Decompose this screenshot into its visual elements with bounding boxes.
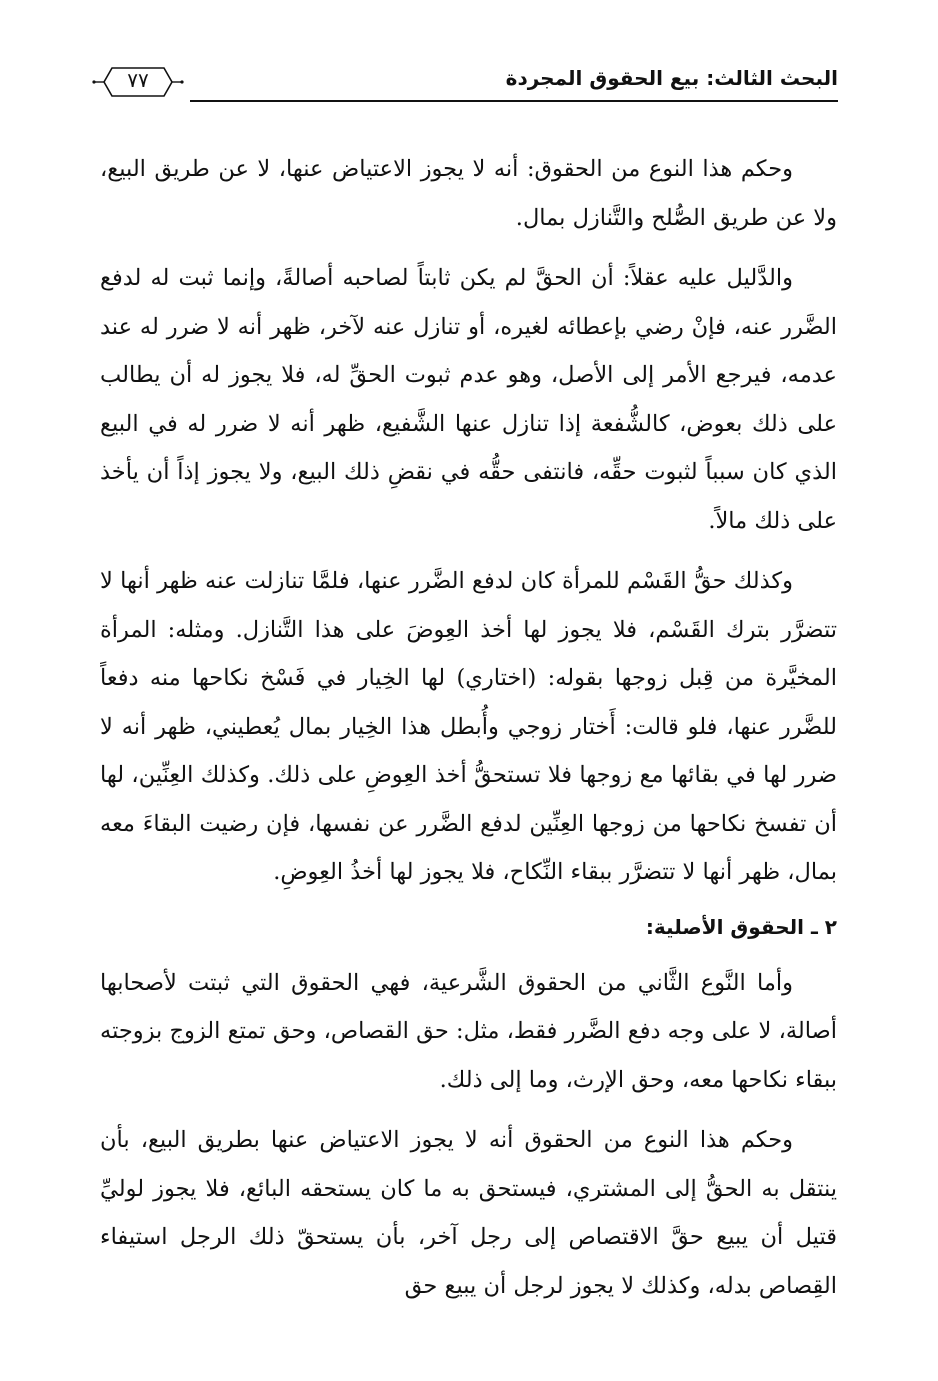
paragraph: وحكم هذا النوع من الحقوق: أنه لا يجوز الاعتياض عنها، لا عن طريق البيع، ولا عن طريق الصُّلح والتَّنازل بمال.	[100, 156, 837, 231]
running-title: البحث الثالث: بيع الحقوق المجردة	[505, 66, 838, 90]
paragraph: وحكم هذا النوع من الحقوق أنه لا يجوز الاعتياض عنها بطريق البيع، بأن ينتقل به الحقُّ إلى المشتري، فيستحق به ما كان يستحقه البائع، فلا يجوز لوليِّ قتيل أن يبيع حقَّ الاقتصاص إلى رجل آخر، بأن يستحقّ ذلك الرجل استيفاء القِصاص بدله، وكذلك لا يجوز لرجل أن يبيع حق	[100, 1127, 837, 1299]
page-number: ٧٧	[127, 68, 149, 92]
paragraph: وكذلك حقُّ القَسْم للمرأة كان لدفع الضَّرر عنها، فلمَّا تنازلت عنه ظهر أنها لا تتضرَّر بترك القَسْم، فلا يجوز لها أخذ العِوضَ على هذا التَّنازل. ومثله: المرأة المخيَّرة من قِبل زوجها بقوله: (اختاري) لها الخِيار في فَسْخ نكاحها منه دفعاً للضَّرر عنها، فلو قالت: أَختار زوجي وأُبطل هذا الخِيار بمال يُعطيني، ظهر أنه لا ضرر لها في بقائها مع زوجها فلا تستحقُّ أخذ العِوضِ على ذلك. وكذلك العِنِّين، لها أن تفسخ نكاحها من زوجها العِنِّين لدفع الضَّرر عن نفسها، فإن رضيت البقاءَ معه بمال، ظهر أنها لا تتضرَّر ببقاء النِّكاح، فلا يجوز لها أخذُ العِوضِ.	[100, 568, 837, 885]
page-number-badge	[90, 62, 186, 102]
paragraph: وأما النَّوع الثَّاني من الحقوق الشَّرعية، فهي الحقوق التي ثبتت لأصحابها أصالة، لا على وجه دفع الضَّرر فقط، مثل: حق القصاص، وحق تمتع الزوج بزوجته ببقاء نكاحها معه، وحق الإرث، وما إلى ذلك.	[100, 969, 837, 1093]
paragraph: والدَّليل عليه عقلاً: أن الحقَّ لم يكن ثابتاً لصاحبه أصالةً، وإنما ثبت له لدفع الضَّرر عنه، فإنْ رضي بإعطائه لغيره، أو تنازل عنه لآخر، ظهر أنه لا ضرر له عند عدمه، فيرجع الأمر إلى الأصل، وهو عدم ثبوت الحقِّ له، فلا يجوز له أن يطالب على ذلك بعوض، كالشُّفعة إذا تنازل عنها الشَّفيع، ظهر أنه لا ضرر له في البيع الذي كان سبباً لثبوت حقِّه، فانتفى حقُّه في نقضِ ذلك البيع، ولا يجوز إذاً أن يأخذ على ذلك مالاً.	[100, 265, 837, 534]
header-rule	[190, 100, 838, 102]
page-header	[90, 62, 838, 104]
section-heading: ٢ ـ الحقوق الأصلية:	[645, 914, 837, 939]
page-body	[100, 145, 837, 1355]
